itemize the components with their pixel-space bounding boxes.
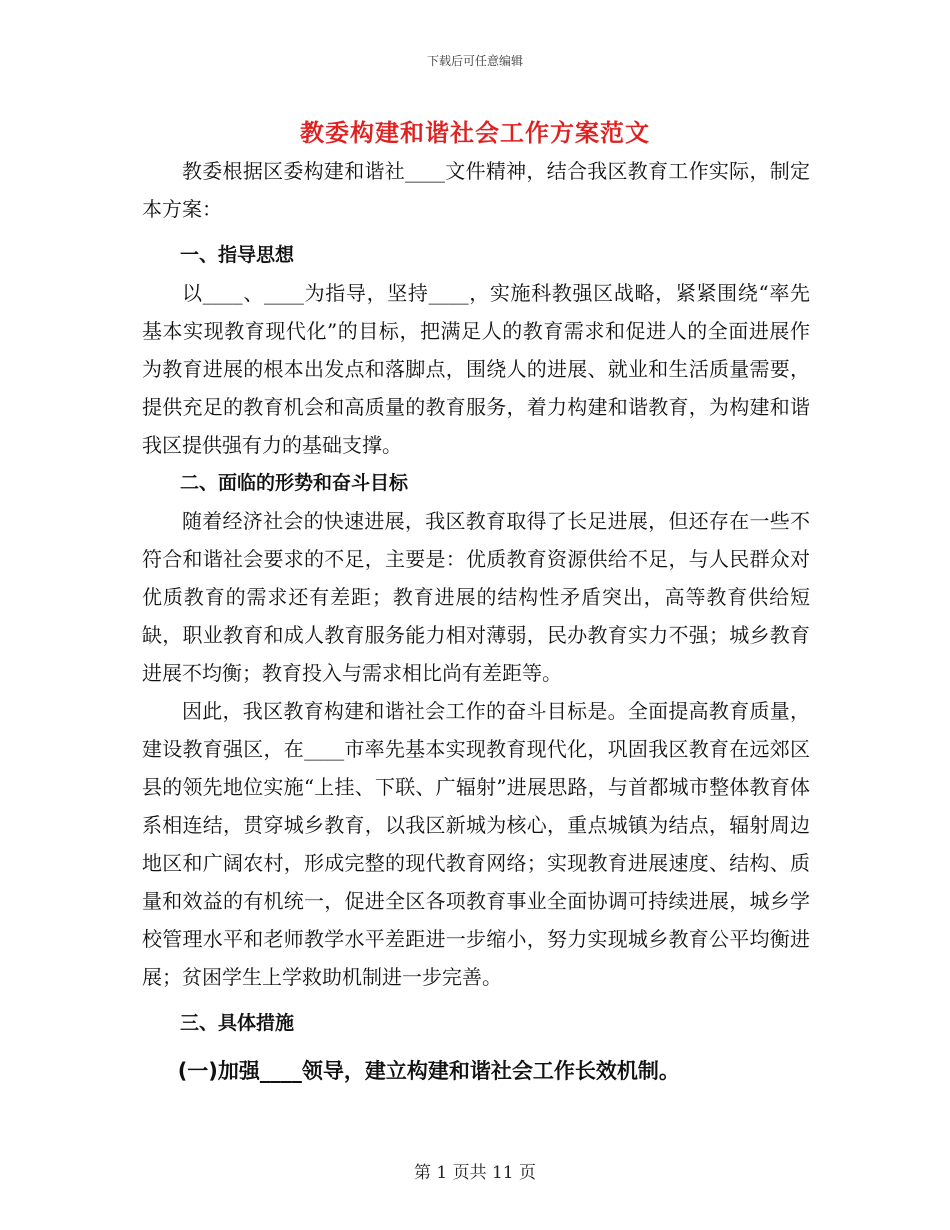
page-header: 下载后可任意编辑 bbox=[426, 54, 523, 68]
section-heading-situation-goals: 二、面临的形势和奋斗目标 bbox=[180, 472, 409, 494]
page-footer: 第 1 页共 11 页 bbox=[413, 1163, 537, 1183]
document-body bbox=[142, 152, 810, 1090]
intro-paragraph: 教委根据区委构建和谐社____文件精神，结合我区教育工作实际，制定本方案： bbox=[142, 159, 810, 221]
subsection-heading-leadership: (一)加强____领导，建立构建和谐社会工作长效机制。 bbox=[177, 1059, 680, 1083]
document-title: 教委构建和谐社会工作方案范文 bbox=[300, 118, 650, 147]
guiding-ideology-paragraph: 以____、____为指导，坚持____，实施科教强区战略，紧紧围绕“率先基本实现教育现代化”的目标，把满足人的教育需求和促进人的全面进展作为教育进展的根本出发点和落脚点，围绕人的进展、就业和生活质量需要，提供充足的教育机会和高质量的教育服务，着力构建和谐教育，为构建和谐我区提供强有力的基础支撑。 bbox=[142, 281, 810, 457]
goals-paragraph: 因此，我区教育构建和谐社会工作的奋斗目标是。全面提高教育质量，建设教育强区，在____市率先基本实现教育现代化，巩固我区教育在远郊区县的领先地位实施“上挂、下联、广辐射”进展思路，与首都城市整体教育体系相连结，贯穿城乡教育，以我区新城为核心，重点城镇为结点，辐射周边地区和广阔农村，形成完整的现代教育网络；实现教育进展速度、结构、质量和效益的有机统一，促进全区各项教育事业全面协调可持续进展，城乡学校管理水平和老师教学水平差距进一步缩小，努力实现城乡教育公平均衡进展；贫困学生上学救助机制进一步完善。 bbox=[142, 699, 810, 989]
section-heading-measures: 三、具体措施 bbox=[180, 1012, 295, 1034]
situation-paragraph: 随着经济社会的快速进展，我区教育取得了长足进展，但还存在一些不符合和谐社会要求的不足，主要是：优质教育资源供给不足，与人民群众对优质教育的需求还有差距；教育进展的结构性矛盾突出，高等教育供给短缺，职业教育和成人教育服务能力相对薄弱，民办教育实力不强；城乡教育进展不均衡；教育投入与需求相比尚有差距等。 bbox=[142, 509, 810, 685]
section-heading-guiding-ideology: 一、指导思想 bbox=[180, 244, 295, 266]
